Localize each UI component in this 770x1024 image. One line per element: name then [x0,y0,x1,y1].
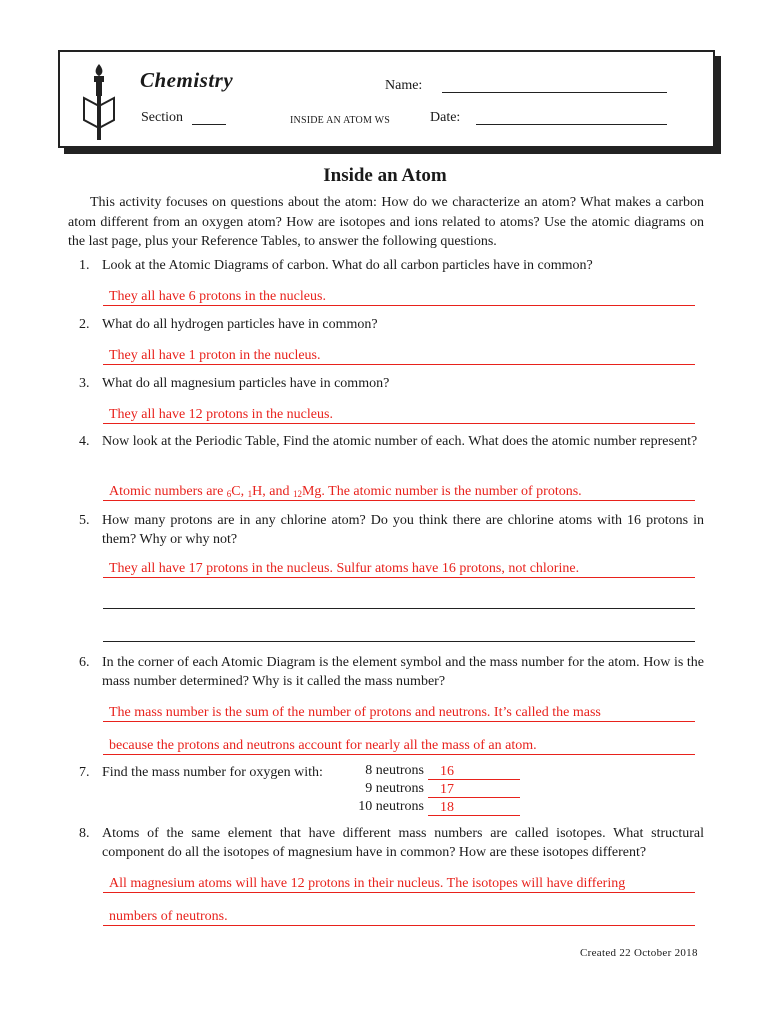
date-field[interactable] [476,124,667,125]
answer-line[interactable]: numbers of neutrons. [103,908,695,926]
mass-number-answer[interactable]: 16 [428,763,520,780]
question-number: 2. [79,317,90,332]
date-label: Date: [430,110,461,125]
answer-text: Atomic numbers are [109,484,227,499]
intro-paragraph: This activity focuses on questions about the atom: How do we characterize an atom? What makes a carbon atom different from an oxygen atom? How are isotopes and ions related to atoms? Use the atomic diagrams on the last page, plus your Reference Tables, to answer the following questions. [68,195,704,249]
neutron-label: 10 neutrons [358,799,424,814]
worksheet-code: INSIDE AN ATOM WS [290,115,390,126]
section-label: Section [141,110,183,125]
question-text: What do all hydrogen particles have in common? [102,317,378,332]
brand-title: Chemistry [140,68,234,92]
subscript: 1 [247,489,253,499]
torch-book-icon [82,62,116,140]
answer-line[interactable]: The mass number is the sum of the number of protons and neutrons. It’s called the mass [103,704,695,722]
name-label: Name: [385,78,423,93]
question-number: 1. [79,258,90,273]
question-number: 4. [79,434,90,449]
question-number: 7. [79,765,90,780]
mass-number-answer[interactable]: 18 [428,799,520,816]
question-text: What do all magnesium particles have in common? [102,376,390,391]
question-number: 5. [79,513,90,528]
question-text: In the corner of each Atomic Diagram is the element symbol and the mass number for the atom. How is the mass number determined? Why is it called the mass number? [102,655,704,689]
question-text: Now look at the Periodic Table, Find the atomic number of each. What does the atomic number represent? [102,434,698,449]
answer-line[interactable] [103,483,695,501]
mass-number-answer[interactable]: 17 [428,781,520,798]
question-number: 8. [79,826,90,841]
footer-created-date: Created 22 October 2018 [580,947,698,959]
answer-line[interactable]: because the protons and neutrons account for nearly all the mass of an atom. [103,737,695,755]
neutron-label: 8 neutrons [365,763,424,778]
subscript: 6 [226,489,232,499]
answer-line[interactable]: All magnesium atoms will have 12 protons in their nucleus. The isotopes will have differing [103,875,695,893]
question-text: Look at the Atomic Diagrams of carbon. What do all carbon particles have in common? [102,258,593,273]
answer-text: Mg. The atomic number is the number of protons. [301,484,582,499]
question-text: Atoms of the same element that have different mass numbers are called isotopes. What structural component do all the isotopes of magnesium have in common? How are these isotopes different? [102,826,704,860]
answer-line[interactable]: They all have 1 proton in the nucleus. [103,347,695,365]
question-text: Find the mass number for oxygen with: [102,765,323,780]
answer-line[interactable]: They all have 17 protons in the nucleus. Sulfur atoms have 16 protons, not chlorine. [103,560,695,578]
blank-answer-line[interactable] [103,641,695,642]
section-field[interactable] [192,124,226,125]
question-text: How many protons are in any chlorine atom? Do you think there are chlorine atoms with 16 protons in them? Why or why not? [102,513,704,547]
page-title: Inside an Atom [323,165,447,186]
worksheet-header [58,50,715,148]
question-number: 3. [79,376,90,391]
answer-text: C, [231,484,248,499]
question-number: 6. [79,655,90,670]
name-field[interactable] [442,92,667,93]
neutron-label: 9 neutrons [365,781,424,796]
answer-text: H, and [252,484,293,499]
subscript: 12 [292,489,302,499]
answer-line[interactable]: They all have 6 protons in the nucleus. [103,288,695,306]
answer-line[interactable]: They all have 12 protons in the nucleus. [103,406,695,424]
blank-answer-line[interactable] [103,608,695,609]
